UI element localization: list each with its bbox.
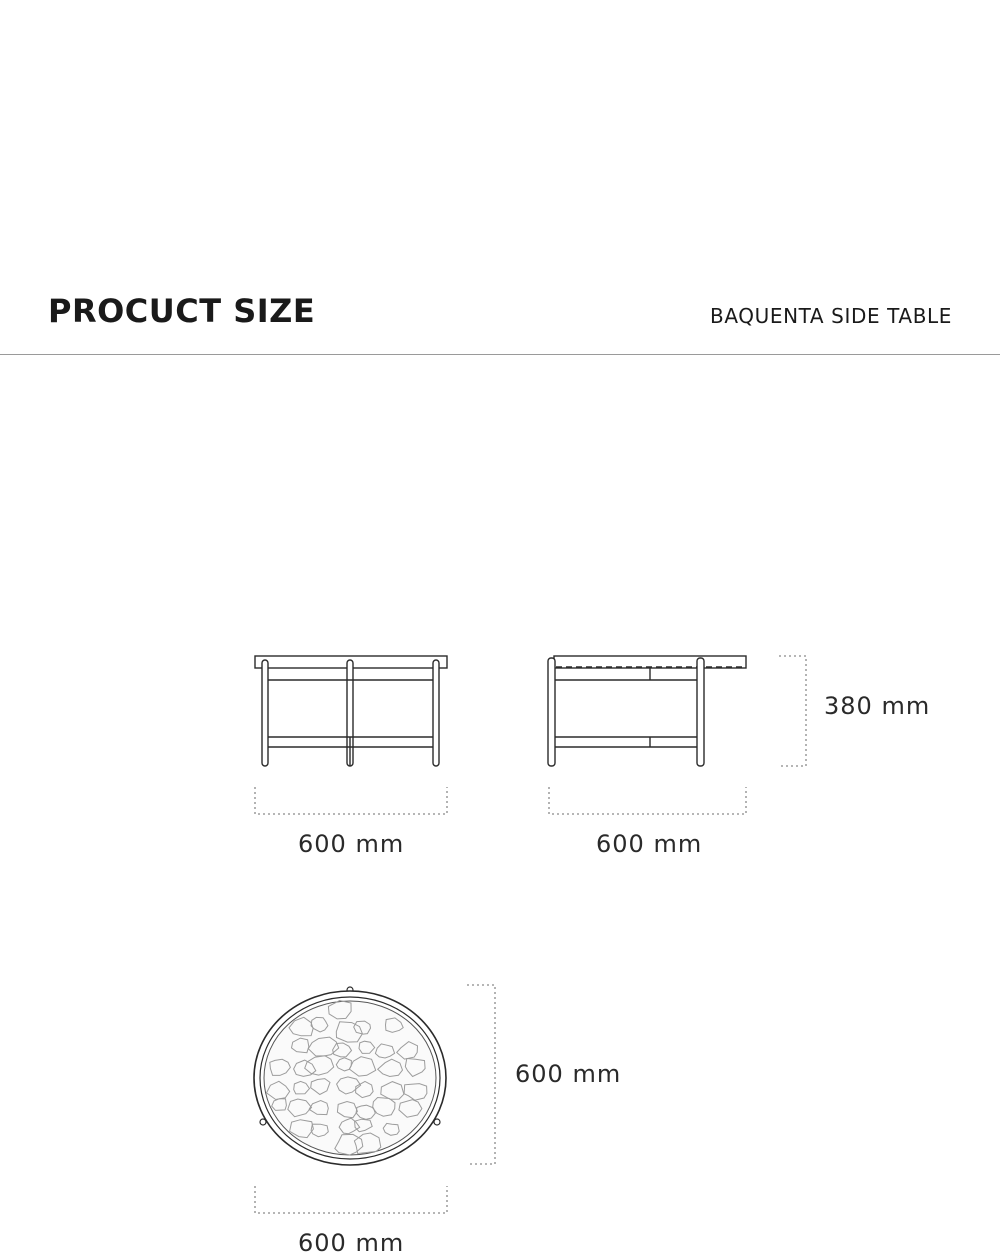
top-depth-dimension-line <box>467 985 495 1164</box>
top-depth-label: 600 mm <box>515 1060 622 1088</box>
front-width-label: 600 mm <box>298 830 405 858</box>
side-width-label: 600 mm <box>596 830 703 858</box>
front-width-dimension-line <box>255 787 447 814</box>
top-width-dimension-line <box>255 1186 447 1213</box>
side-width-dimension-line <box>549 787 746 814</box>
top-view-drawing <box>254 987 446 1165</box>
height-dimension-line <box>779 656 806 766</box>
page-title: PROCUCT SIZE <box>48 292 316 330</box>
height-label: 380 mm <box>824 692 931 720</box>
top-width-label: 600 mm <box>298 1229 405 1257</box>
front-view-drawing <box>255 656 447 766</box>
product-name: BAQUENTA SIDE TABLE <box>710 304 952 328</box>
side-view-drawing <box>548 656 746 766</box>
